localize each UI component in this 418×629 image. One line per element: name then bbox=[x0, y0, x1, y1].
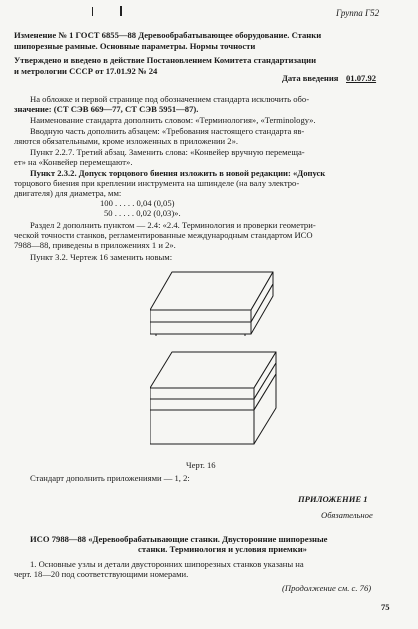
paragraph: ческой точности станков, регламентированные международным стандартом ИСО bbox=[14, 230, 313, 240]
iso-title-cont: станки. Терминология и условия приемки» bbox=[138, 544, 307, 554]
paragraph: черт. 18—20 под соответствующими номерами. bbox=[14, 569, 189, 579]
appendix-title: ПРИЛОЖЕНИЕ 1 bbox=[298, 494, 368, 504]
paragraph: ет» на «Конвейер перемещают». bbox=[14, 157, 133, 167]
approval-text-cont: и метрологии СССР от 17.01.92 № 24 bbox=[14, 66, 158, 76]
page-number: 75 bbox=[381, 602, 390, 612]
paragraph: ляются обязательными, кроме изложенных в приложении 2». bbox=[14, 136, 239, 146]
paragraph: Стандарт дополнить приложениями — 1, 2: bbox=[30, 473, 190, 483]
upper-slab bbox=[150, 272, 273, 322]
paragraph: 7988—88, приведены в приложениях 1 и 2». bbox=[14, 240, 176, 250]
registration-mark bbox=[120, 6, 122, 16]
paragraph: На обложке и первой странице под обозначением стандарта исключить обо- bbox=[30, 94, 310, 104]
effective-date-label: Дата введения bbox=[282, 73, 339, 83]
approval-text: Утверждено и введено в действие Постановлением Комитета стандартизации bbox=[14, 55, 317, 65]
appendix-subtitle: Обязательное bbox=[321, 510, 373, 520]
paragraph: Наименование стандарта дополнить словом: «Терминология», «Terminology». bbox=[30, 115, 316, 125]
paragraph: двигателя) для диаметра, мм: bbox=[14, 188, 122, 198]
change-title: Изменение № 1 ГОСТ 6855—88 Деревообрабатывающее оборудование. Станки bbox=[14, 30, 322, 40]
registration-mark bbox=[92, 7, 93, 16]
paragraph: Раздел 2 дополнить пунктом — 2.4: «2.4. Терминология и проверки геометри- bbox=[30, 220, 316, 230]
figure-16-drawing bbox=[150, 268, 310, 478]
effective-date-value: 01.07.92 bbox=[346, 73, 377, 83]
lower-top-plate bbox=[150, 352, 276, 399]
tolerance-row: 100 . . . . . 0,04 (0,05) bbox=[100, 198, 175, 208]
iso-title: ИСО 7988—88 «Деревообрабатывающие станки. Двусторонние шипорезные bbox=[30, 534, 328, 544]
group-code: Группа Г52 bbox=[336, 8, 380, 18]
paragraph: Пункт 2.3.2. Допуск торцового биения изложить в новой редакции: «Допуск bbox=[30, 168, 326, 178]
figure-caption: Черт. 16 bbox=[186, 460, 216, 470]
continuation-note: (Продолжение см. с. 76) bbox=[282, 583, 372, 593]
tolerance-row: 50 . . . . . 0,02 (0,03)». bbox=[104, 208, 181, 218]
paragraph: значение: (СТ СЭВ 669—77, СТ СЭВ 5951—87). bbox=[14, 104, 199, 114]
change-title-cont: шипорезные рамные. Основные параметры. Нормы точности bbox=[14, 41, 256, 51]
paragraph: Пункт 3.2. Чертеж 16 заменить новым: bbox=[30, 252, 173, 262]
paragraph: торцового биения при креплении инструмента на шпинделе (на валу электро- bbox=[14, 178, 300, 188]
paragraph: Вводную часть дополнить абзацем: «Требования настоящего стандарта яв- bbox=[30, 126, 305, 136]
paragraph: Пункт 2.2.7. Третий абзац. Заменить слова: «Конвейер вручную перемеща- bbox=[30, 147, 305, 157]
paragraph: 1. Основные узлы и детали двусторонних шипорезных станков указаны на bbox=[30, 559, 304, 569]
